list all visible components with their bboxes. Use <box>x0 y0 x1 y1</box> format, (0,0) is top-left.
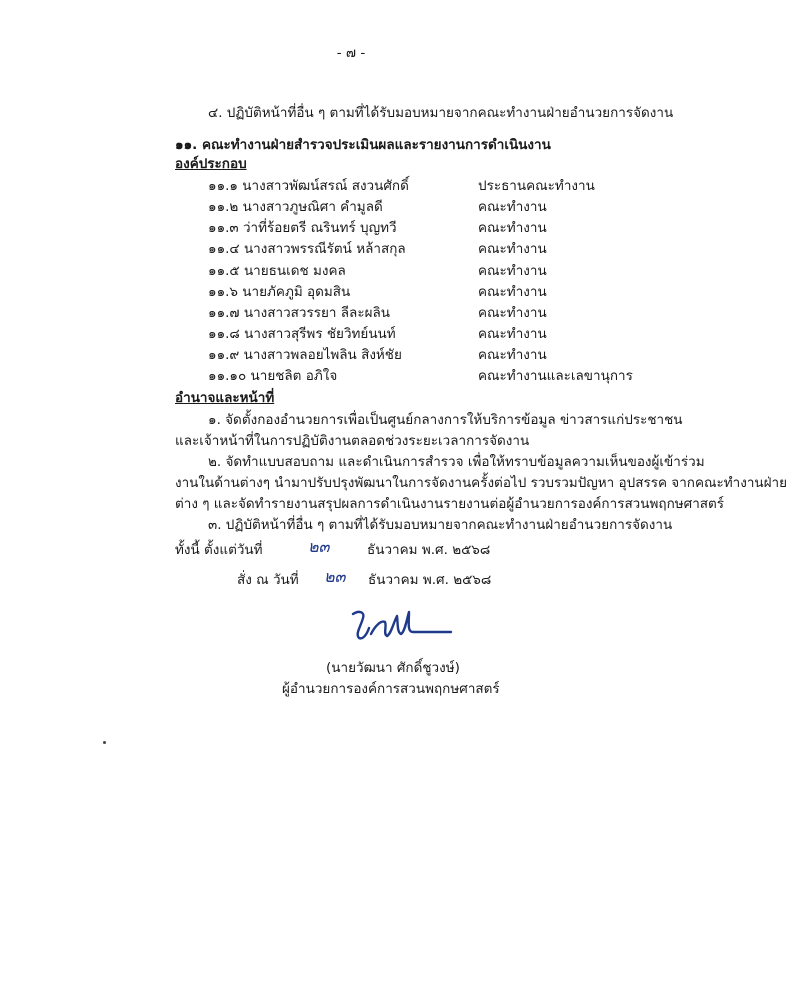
member-name: ๑๑.๒ นางสาวภูษณิศา คำมูลดี <box>208 199 383 215</box>
member-role: คณะทำงานและเลขานุการ <box>478 368 633 384</box>
duties-heading: อำนาจและหน้าที่ <box>175 390 275 406</box>
effective-date-suffix: ธันวาคม พ.ศ. ๒๕๖๘ <box>367 542 491 558</box>
signatory-name: (นายวัฒนา ศักดิ์ชูวงษ์) <box>326 660 460 676</box>
effective-date-day: ๒๓ <box>308 537 330 556</box>
member-name: ๑๑.๕ นายธนเดช มงคล <box>208 263 346 279</box>
signature <box>345 604 455 644</box>
member-role: คณะทำงาน <box>478 220 547 236</box>
duty1-line2: และเจ้าหน้าที่ในการปฏิบัติงานตลอดช่วงระยะเวลาการจัดงาน <box>175 433 530 449</box>
member-name: ๑๑.๑ นางสาวพัฒน์สรณ์ สงวนศักดิ์ <box>208 178 409 194</box>
order-date-suffix: ธันวาคม พ.ศ. ๒๕๖๘ <box>368 572 492 588</box>
member-name: ๑๑.๘ นางสาวสุรีพร ชัยวิทย์นนท์ <box>208 326 396 342</box>
page-number: - ๗ - <box>336 45 366 61</box>
member-name: ๑๑.๗ นางสาวสวรรยา ลีละผลิน <box>208 305 390 321</box>
member-role: คณะทำงาน <box>478 199 547 215</box>
order-date-prefix: สั่ง ณ วันที่ <box>237 572 299 588</box>
member-name: ๑๑.๑๐ นายชลิต อภิใจ <box>208 368 338 384</box>
composition-heading: องค์ประกอบ <box>175 156 247 172</box>
member-role: คณะทำงาน <box>478 305 547 321</box>
signatory-title: ผู้อำนวยการองค์การสวนพฤกษศาสตร์ <box>282 681 500 697</box>
duty2-line2: งานในด้านต่างๆ นำมาปรับปรุงพัฒนาในการจัดงานครั้งต่อไป รวบรวมปัญหา อุปสรรค จากคณะทำงานฝ่าย <box>175 475 787 491</box>
section10-item4: ๔. ปฏิบัติหน้าที่อื่น ๆ ตามที่ได้รับมอบหมายจากคณะทำงานฝ่ายอำนวยการจัดงาน <box>208 105 674 121</box>
duty1-line1: ๑. จัดตั้งกองอำนวยการเพื่อเป็นศูนย์กลางการให้บริการข้อมูล ข่าวสารแก่ประชาชน <box>208 412 683 428</box>
member-role: ประธานคณะทำงาน <box>478 178 595 194</box>
member-name: ๑๑.๙ นางสาวพลอยไพลิน สิงห์ชัย <box>208 347 402 363</box>
effective-date-prefix: ทั้งนี้ ตั้งแต่วันที่ <box>175 542 263 558</box>
member-name: ๑๑.๖ นายภัคภูมิ อุดมสิน <box>208 284 351 300</box>
member-role: คณะทำงาน <box>478 326 547 342</box>
scan-speck <box>103 741 106 744</box>
duty3: ๓. ปฏิบัติหน้าที่อื่น ๆ ตามที่ได้รับมอบหมายจากคณะทำงานฝ่ายอำนวยการจัดงาน <box>208 517 673 533</box>
order-date-day: ๒๓ <box>324 567 346 586</box>
duty2-line3: ต่าง ๆ และจัดทำรายงานสรุปผลการดำเนินงานรายงานต่อผู้อำนวยการองค์การสวนพฤกษศาสตร์ <box>175 496 725 512</box>
member-name: ๑๑.๓ ว่าที่ร้อยตรี ณรินทร์ บุญทวี <box>208 220 397 236</box>
section11-heading: ๑๑. คณะทำงานฝ่ายสำรวจประเมินผลและรายงานการดำเนินงาน <box>175 137 551 153</box>
member-role: คณะทำงาน <box>478 241 547 257</box>
member-role: คณะทำงาน <box>478 263 547 279</box>
member-name: ๑๑.๔ นางสาวพรรณีรัตน์ หล้าสกุล <box>208 241 406 257</box>
duty2-line1: ๒. จัดทำแบบสอบถาม และดำเนินการสำรวจ เพื่อให้ทราบข้อมูลความเห็นของผู้เข้าร่วม <box>208 454 705 470</box>
member-role: คณะทำงาน <box>478 284 547 300</box>
member-role: คณะทำงาน <box>478 347 547 363</box>
